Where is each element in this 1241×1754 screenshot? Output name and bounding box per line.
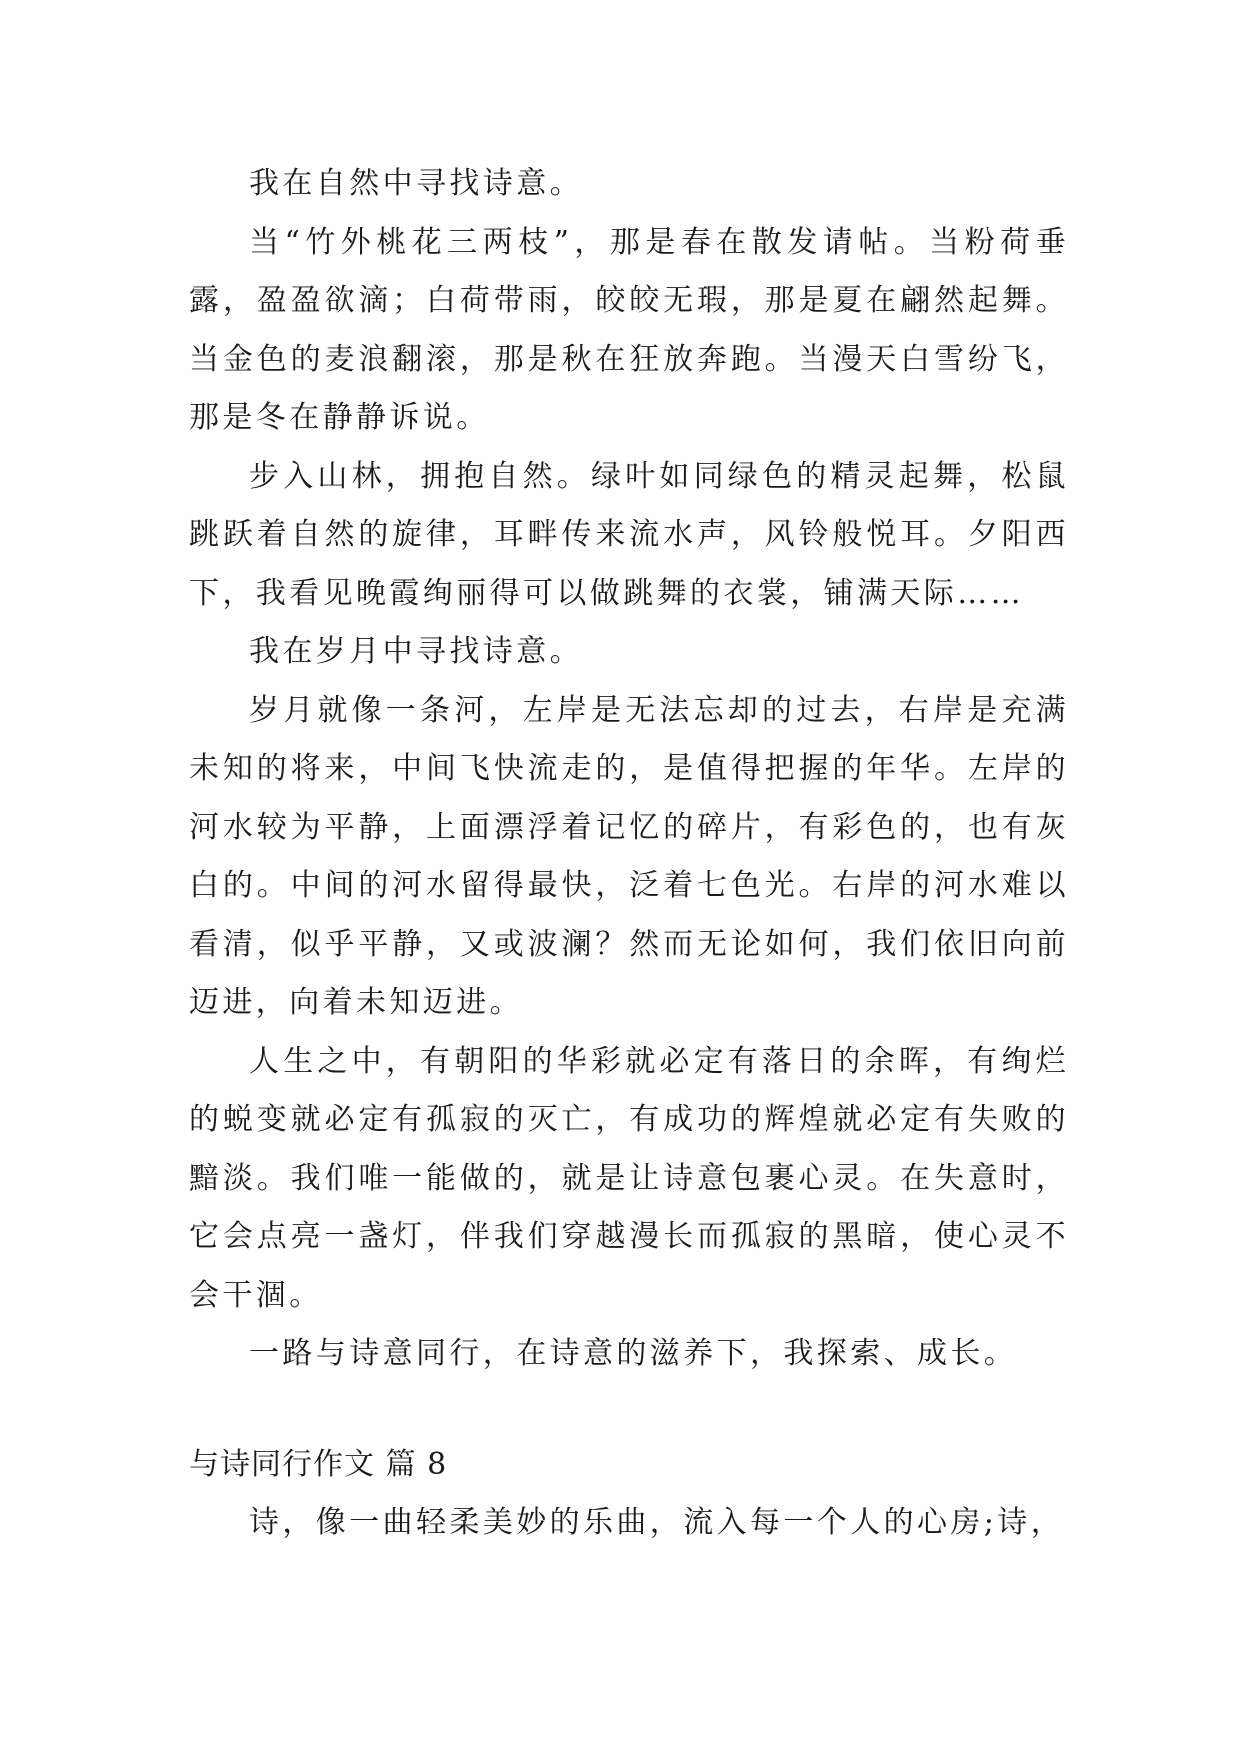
paragraph: 步入山林，拥抱自然。绿叶如同绿色的精灵起舞，松鼠跳跃着自然的旋律，耳畔传来流水声，风铃般悦耳。夕阳西下，我看见晚霞绚丽得可以做跳舞的衣裳，铺满天际…… [189,458,1069,611]
paragraph: 诗，像一曲轻柔美妙的乐曲，流入每一个人的心房;诗， [249,1505,1065,1540]
section-heading: 与诗同行作文 篇 8 [189,1446,448,1482]
document-body [189,155,1069,1553]
paragraph: 当“竹外桃花三两枝”，那是春在散发请帖。当粉荷垂露，盈盈欲滴；白荷带雨，皎皎无瑕，那是夏在翩然起舞。当金色的麦浪翻滚，那是秋在狂放奔跑。当漫天白雪纷飞，那是冬在静静诉说。 [189,224,1069,435]
paragraph: 我在自然中寻找诗意。 [249,166,583,201]
paragraph: 我在岁月中寻找诗意。 [249,634,583,669]
paragraph: 一路与诗意同行，在诗意的滋养下，我探索、成长。 [249,1336,1018,1371]
paragraph: 岁月就像一条河，左岸是无法忘却的过去，右岸是充满未知的将来，中间飞快流走的，是值得把握的年华。左岸的河水较为平静，上面漂浮着记忆的碎片，有彩色的，也有灰白的。中间的河水留得最快，泛着七色光。右岸的河水难以看清，似乎平静，又或波澜？然而无论如何，我们依旧向前迈进，向着未知迈进。 [189,692,1069,1020]
paragraph: 人生之中，有朝阳的华彩就必定有落日的余晖，有绚烂的蜕变就必定有孤寂的灭亡，有成功的辉煌就必定有失败的黯淡。我们唯一能做的，就是让诗意包裹心灵。在失意时，它会点亮一盏灯，伴我们穿越漫长而孤寂的黑暗，使心灵不会干涸。 [189,1043,1069,1313]
